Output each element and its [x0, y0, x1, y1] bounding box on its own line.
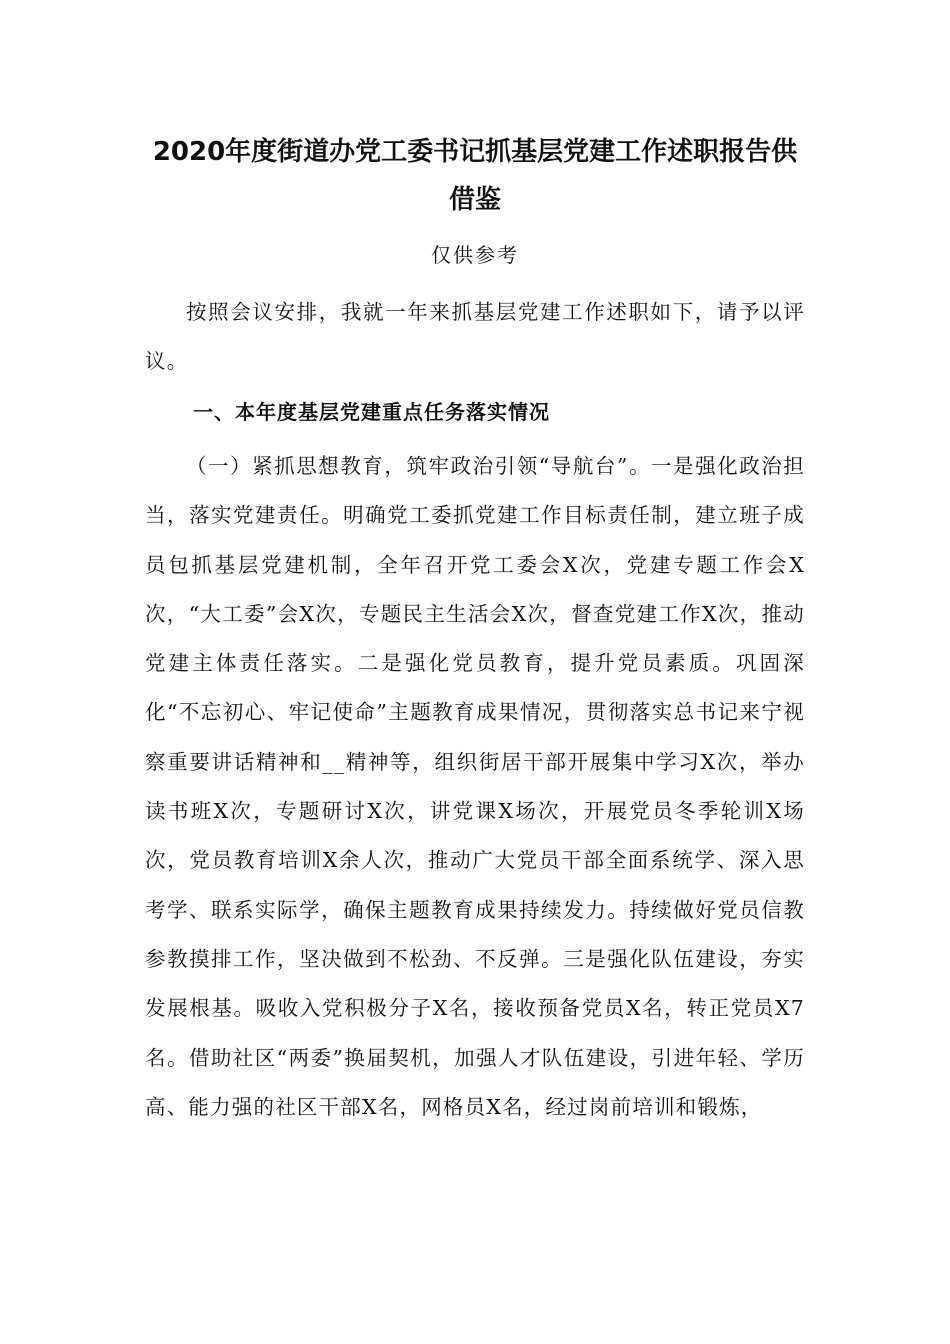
body-paragraph: （一）紧抓思想教育，筑牢政治引领“导航台”。一是强化政治担当，落实党建责任。明确党工委抓党建工作目标责任制，建立班子成员包抓基层党建机制，全年召开党工委会X次，党建专题工作会X次，“大工委”会X次，专题民主生活会X次，督查党建工作X次，推动党建主体责任落实。二是强化党员教育，提升党员素质。巩固深化“不忘初心、牢记使命”主题教育成果情况，贯彻落实总书记来宁视察重要讲话精神和__精神等，组织街居干部开展集中学习X次，举办读书班X次，专题研讨X次，讲党课X场次，开展党员冬季轮训X场次，党员教育培训X余人次，推动广大党员干部全面系统学、深入思考学、联系实际学，确保主题教育成果持续发力。持续做好党员信教参教摸排工作，坚决做到不松劲、不反弹。三是强化队伍建设，夯实发展根基。吸收入党积极分子X名，接收预备党员X名，转正党员X7名。借助社区“两委”换届契机，加强人才队伍建设，引进年轻、学历高、能力强的社区干部X名，网格员X名，经过岗前培训和锻炼，	[145, 454, 805, 1119]
document-title: 2020年度街道办党工委书记抓基层党建工作述职报告供借鉴	[152, 137, 798, 215]
intro-paragraph: 按照会议安排，我就一年来抓基层党建工作述职如下，请予以评议。	[145, 300, 805, 374]
document-subtitle: 仅供参考	[431, 243, 519, 267]
section-heading: 一、本年度基层党建重点任务落实情况	[193, 400, 550, 424]
